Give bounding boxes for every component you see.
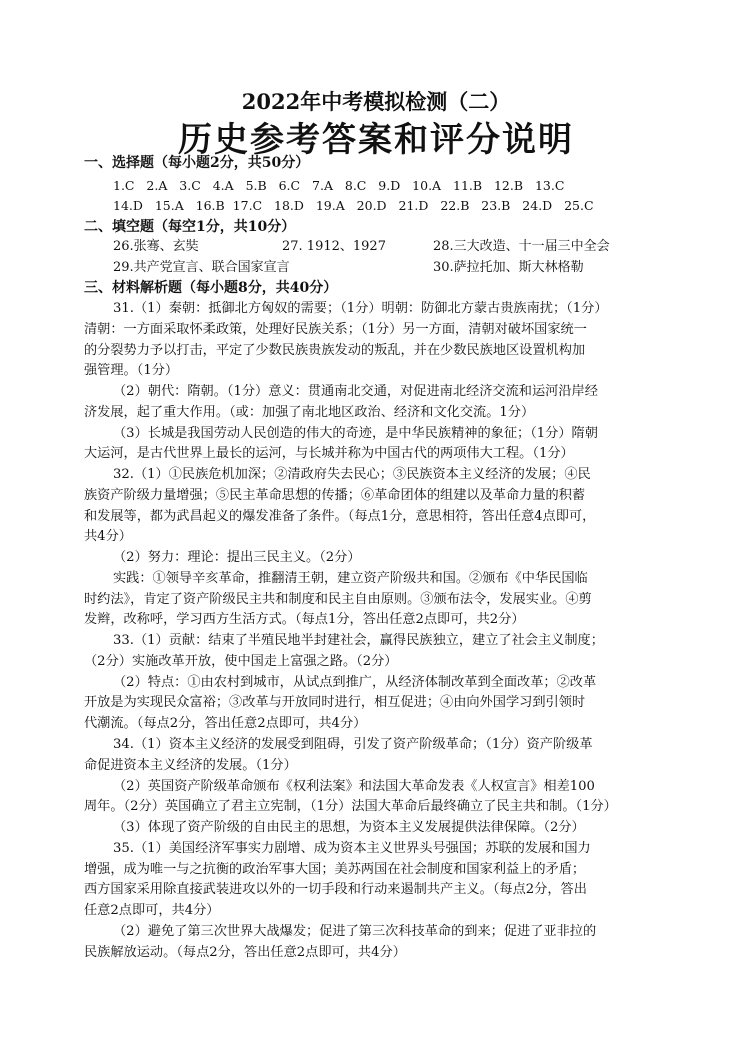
- choice-answers-row-2: 14.D 15.A 16.B 17.C 18.D 19.A 20.D 21.D 22.B 23.B 24.D 25.C: [113, 198, 594, 213]
- fill-answer-27: 27. 1912、1927: [282, 239, 386, 254]
- choice-answers-row-1: 1.C 2.A 3.C 4.A 5.B 6.C 7.A 8.C 9.D 10.A 11.B 12.B 13.C: [113, 178, 565, 193]
- answer-line: （2）避免了第三次世界大战爆发；促进了第三次科技革命的到来；促进了亚非拉的: [113, 924, 597, 939]
- section-heading-fill: 二、填空题（每空1分，共10分）: [84, 219, 296, 235]
- fill-answer-30: 30.萨拉托加、斯大林格勒: [433, 260, 584, 275]
- answer-line: 开放是为实现民众富裕；③改革与开放同时进行，相互促进；④由向外国学习到引领时: [84, 695, 586, 710]
- answer-line: （2）努力：理论：提出三民主义。（2分）: [113, 550, 361, 565]
- answer-line: 强管理。（1分）: [84, 363, 179, 378]
- answer-line: 增强，成为唯一与之抗衡的政治军事大国；美苏两国在社会制度和国家利益上的矛盾；: [84, 862, 586, 877]
- answer-line: 周年。（2分）英国确立了君主立宪制，（1分）法国大革命后最终确立了民主共和制。（1分）: [84, 799, 617, 814]
- answer-line: 33.（1）贡献：结束了半殖民地半封建社会，赢得民族独立，建立了社会主义制度；: [113, 633, 604, 648]
- section-heading-analysis: 三、材料解析题（每小题8分，共40分）: [84, 280, 338, 296]
- answer-line: 代潮流。（每点2分，答出任意2点即可，共4分）: [84, 716, 367, 731]
- answer-line: 大运河，是古代世界上最长的运河，与长城并称为中国古代的两项伟大工程。（1分）: [84, 446, 574, 461]
- answer-line: （3）体现了资产阶级的自由民主的思想，为资本主义发展提供法律保障。（2分）: [113, 820, 585, 835]
- answer-line: 西方国家采用除直接武装进攻以外的一切手段和行动来遏制共产主义。（每点2分，答出: [84, 882, 587, 897]
- answer-line: 34.（1）资本主义经济的发展受到阻碍，引发了资产阶级革命；（1分）资产阶级革: [113, 737, 593, 752]
- section-heading-choice: 一、选择题（每小题2分，共50分）: [84, 155, 310, 171]
- answer-line: 族资产阶级力量增强；⑤民主革命思想的传播；⑥革命团体的组建以及革命力量的积蓄: [84, 488, 586, 503]
- answer-line: 任意2点即可，共4分）: [84, 903, 220, 918]
- answer-line: 清朝：一方面采取怀柔政策，处理好民族关系；（1分）另一方面，清朝对破坏国家统一: [84, 322, 587, 337]
- answer-line: （2）英国资产阶级革命颁布《权利法案》和法国大革命发表《人权宣言》相差100: [113, 779, 595, 794]
- answer-line: 实践：①领导辛亥革命，推翻清王朝，建立资产阶级共和国。②颁布《中华民国临: [113, 571, 588, 586]
- answer-line: 时约法》，肯定了资产阶级民主共和制度和民主自由原则。③颁布法令，发展实业。④剪: [84, 592, 592, 607]
- exam-title: 2022年中考模拟检测（二）: [241, 89, 511, 114]
- answer-line: （2分）实施改革开放，使中国走上富强之路。（2分）: [84, 654, 398, 669]
- answer-line: 共4分）: [84, 529, 132, 544]
- answer-line: （3）长城是我国劳动人民创造的伟大的奇迹，是中华民族精神的象征；（1分）隋朝: [113, 426, 598, 441]
- page-title: 历史参考答案和评分说明: [178, 120, 574, 160]
- answer-line: 命促进资本主义经济的发展。（1分）: [84, 758, 297, 773]
- answer-line: 民族解放运动。（每点2分，答出任意2点即可，共4分）: [84, 945, 406, 960]
- answer-line: 31.（1）秦朝：抵御北方匈奴的需要；（1分）明朝：防御北方蒙古贵族南扰；（1分）: [113, 301, 608, 316]
- fill-answer-29: 29.共产党宣言、联合国家宣言: [113, 260, 290, 275]
- answer-line: （2）朝代：隋朝。（1分）意义：贯通南北交通，对促进南北经济交流和运河沿岸经: [113, 384, 598, 399]
- answer-line: 的分裂势力予以打击，平定了少数民族贵族发动的叛乱，并在少数民族地区设置机构加: [84, 343, 586, 358]
- answer-line: 32.（1）①民族危机加深；②清政府失去民心；③民族资本主义经济的发展；④民: [113, 467, 591, 482]
- answer-line: 和发展等，都为武昌起义的爆发准备了条件。（每点1分，意思相符，答出任意4点即可，: [84, 509, 596, 524]
- answer-line: 35.（1）美国经济军事实力剧增、成为资本主义世界头号强国；苏联的发展和国力: [113, 841, 591, 856]
- fill-answer-28: 28.三大改造、十一届三中全会: [433, 239, 610, 254]
- answer-line: （2）特点：①由农村到城市，从试点到推广，从经济体制改革到全面改革；②改革: [113, 675, 597, 690]
- fill-answer-26: 26.张骞、玄奘: [113, 239, 199, 254]
- answer-line: 发辫，改称呼，学习西方生活方式。（每点1分，答出任意2点即可，共2分）: [84, 612, 525, 627]
- answer-line: 济发展，起了重大作用。（或：加强了南北地区政治、经济和文化交流。1分）: [84, 405, 535, 420]
